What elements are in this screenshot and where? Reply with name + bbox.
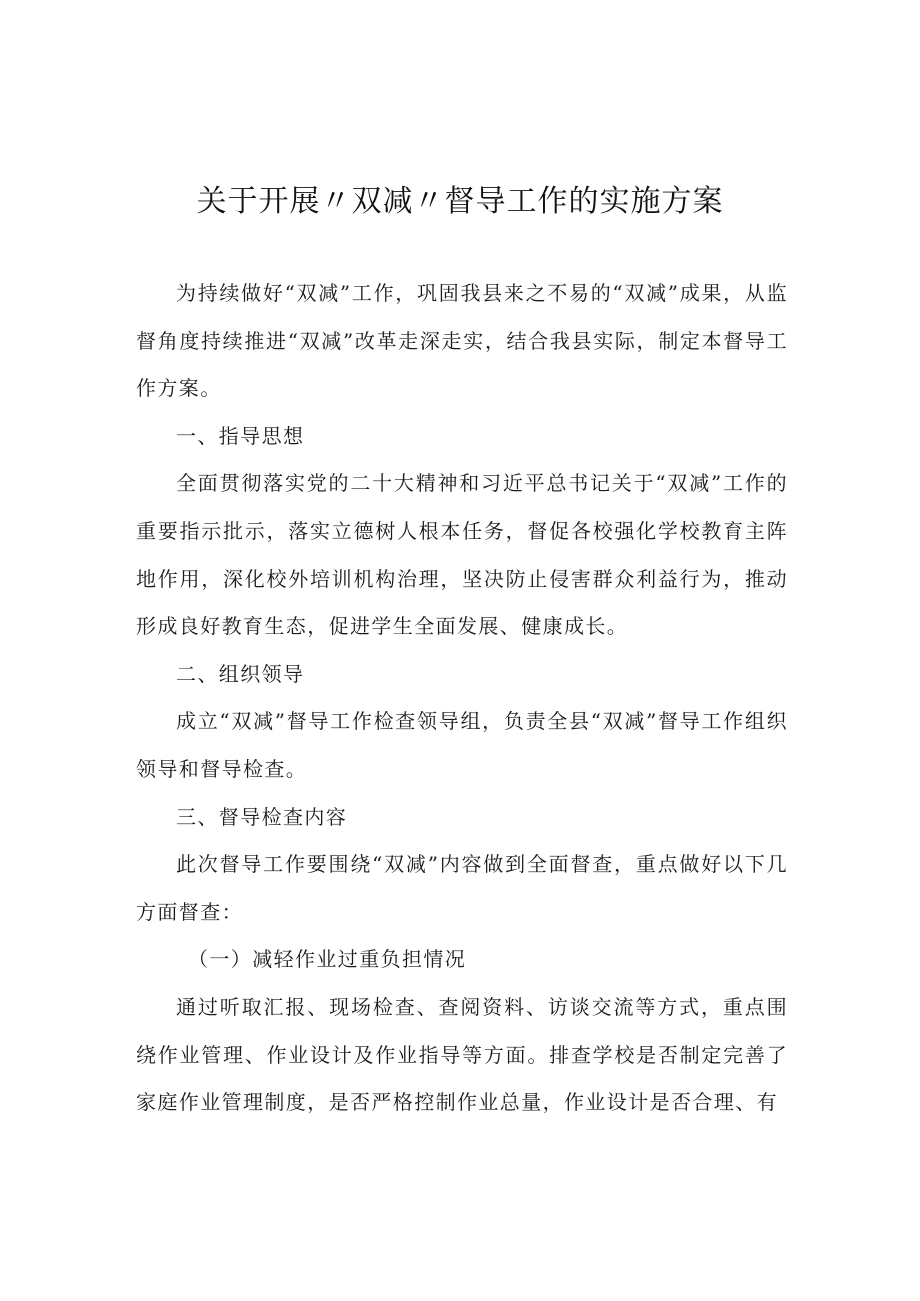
section-paragraph-guiding-ideology: 全面贯彻落实党的二十大精神和习近平总书记关于“双减”工作的重要指示批示，落实立德树人根本任务，督促各校强化学校教育主阵地作用，深化校外培训机构治理，坚决防止侵害群众利益行为，推动形成良好教育生态，促进学生全面发展、健康成长。: [136, 471, 788, 639]
section-heading-guiding-ideology: 一、指导思想: [176, 423, 305, 448]
section-heading-inspection-content: 三、督导检查内容: [176, 804, 348, 829]
intro-paragraph: 为持续做好“双减”工作，巩固我县来之不易的“双减”成果，从监督角度持续推进“双减”改革走深走实，结合我县实际，制定本督导工作方案。: [136, 281, 788, 401]
document-body: [136, 270, 788, 1127]
subsection-paragraph-homework-burden: 通过听取汇报、现场检查、查阅资料、访谈交流等方式，重点围绕作业管理、作业设计及作业指导等方面。排查学校是否制定完善了家庭作业管理制度，是否严格控制作业总量，作业设计是否合理、有: [136, 994, 788, 1115]
section-heading-organization: 二、组织领导: [176, 661, 305, 686]
document-title: 关于开展〃双减〃督导工作的实施方案: [196, 184, 724, 219]
section-paragraph-inspection-content: 此次督导工作要围绕“双减”内容做到全面督查，重点做好以下几方面督查：: [136, 852, 788, 924]
subsection-heading-homework-burden: （一）减轻作业过重负担情况: [188, 947, 467, 972]
section-paragraph-organization: 成立“双减”督导工作检查领导组，负责全县“双减”督导工作组织领导和督导检查。: [136, 709, 788, 781]
